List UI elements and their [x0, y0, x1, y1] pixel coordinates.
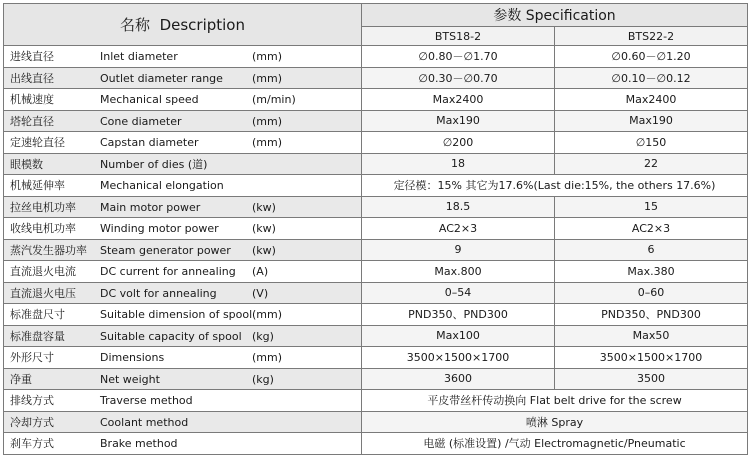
row-description-cell	[4, 110, 362, 132]
table-row	[4, 390, 748, 412]
row-value-bts18: Max190	[362, 110, 555, 132]
row-name-en: Brake method	[100, 437, 178, 451]
row-name-cn: 直流退火电流	[10, 265, 76, 279]
row-value-bts22: 6	[555, 239, 748, 261]
table-row	[4, 433, 748, 455]
row-value-bts22: 3500	[555, 368, 748, 390]
table-row	[4, 196, 748, 218]
row-value-bts18: PND350、PND300	[362, 304, 555, 326]
table-row	[4, 153, 748, 175]
row-value-bts18: Max2400	[362, 89, 555, 111]
row-value-bts18: 3500×1500×1700	[362, 347, 555, 369]
row-unit: (A)	[252, 265, 269, 279]
row-name-en: Mechanical speed	[100, 93, 199, 107]
row-name-en: Number of dies (道)	[100, 157, 208, 171]
row-value-bts18: ∅200	[362, 132, 555, 154]
row-unit: (kw)	[252, 243, 276, 257]
row-value-bts18: Max100	[362, 325, 555, 347]
table-row	[4, 347, 748, 369]
row-name-cn: 收线电机功率	[10, 222, 76, 236]
table-row	[4, 325, 748, 347]
row-value-bts18: 18	[362, 153, 555, 175]
row-value-merged: 喷淋 Spray	[362, 411, 748, 433]
row-name-cn: 标准盘尺寸	[10, 308, 65, 322]
row-value-bts22: Max50	[555, 325, 748, 347]
table-header-row	[4, 4, 748, 27]
specification-header-cn: 参数	[493, 8, 522, 24]
row-value-bts22: 15	[555, 196, 748, 218]
table-row	[4, 304, 748, 326]
row-description-cell	[4, 347, 362, 369]
row-description-cell	[4, 218, 362, 240]
row-value-bts22: 3500×1500×1700	[555, 347, 748, 369]
row-value-bts18: 3600	[362, 368, 555, 390]
row-description-cell	[4, 304, 362, 326]
table-row	[4, 175, 748, 197]
row-value-bts18: 0–54	[362, 282, 555, 304]
row-description-cell	[4, 196, 362, 218]
model-header-bts18: BTS18-2	[362, 27, 555, 46]
row-value-merged: 电磁 (标准设置) /气动 Electromagnetic/Pneumatic	[362, 433, 748, 455]
row-name-cn: 进线直径	[10, 50, 54, 64]
row-value-bts18: 18.5	[362, 196, 555, 218]
row-value-bts18: 9	[362, 239, 555, 261]
specification-header	[362, 4, 748, 27]
row-name-cn: 直流退火电压	[10, 286, 76, 300]
row-description-cell	[4, 46, 362, 68]
row-unit: (mm)	[252, 50, 283, 64]
row-name-en: Steam generator power	[100, 243, 231, 257]
row-unit: (mm)	[252, 114, 283, 128]
table-row	[4, 411, 748, 433]
row-description-cell	[4, 411, 362, 433]
row-unit: (mm)	[252, 308, 283, 322]
model-header-bts22: BTS22-2	[555, 27, 748, 46]
description-header-cn: 名称	[120, 16, 151, 34]
row-value-bts22: 22	[555, 153, 748, 175]
table-row	[4, 67, 748, 89]
table-row	[4, 89, 748, 111]
table-row	[4, 132, 748, 154]
row-name-cn: 机械延伸率	[10, 179, 65, 193]
row-description-cell	[4, 89, 362, 111]
row-value-bts18: ∅0.80－∅1.70	[362, 46, 555, 68]
row-value-bts22: Max.380	[555, 261, 748, 283]
row-description-cell	[4, 325, 362, 347]
row-unit: (mm)	[252, 351, 283, 365]
row-name-cn: 外形尺寸	[10, 351, 54, 365]
row-name-en: Cone diameter	[100, 114, 182, 128]
row-name-cn: 拉丝电机功率	[10, 200, 76, 214]
row-name-cn: 净重	[10, 372, 32, 386]
description-header-en: Description	[159, 16, 245, 34]
row-description-cell	[4, 175, 362, 197]
specification-table	[3, 3, 748, 455]
row-unit: (kw)	[252, 222, 276, 236]
row-value-bts18: AC2×3	[362, 218, 555, 240]
row-value-bts22: Max2400	[555, 89, 748, 111]
row-name-en: Inlet diameter	[100, 50, 178, 64]
row-unit: (m/min)	[252, 93, 296, 107]
row-name-cn: 定速轮直径	[10, 136, 65, 150]
row-value-bts22: ∅0.10－∅0.12	[555, 67, 748, 89]
row-unit: (kg)	[252, 372, 274, 386]
row-value-bts22: Max190	[555, 110, 748, 132]
row-name-en: Suitable capacity of spool	[100, 329, 242, 343]
row-name-en: Coolant method	[100, 415, 189, 429]
row-description-cell	[4, 368, 362, 390]
row-description-cell	[4, 153, 362, 175]
row-name-cn: 蒸汽发生器功率	[10, 243, 87, 257]
row-name-cn: 出线直径	[10, 71, 54, 85]
row-name-cn: 标准盘容量	[10, 329, 65, 343]
table-row	[4, 261, 748, 283]
row-value-bts22: 0–60	[555, 282, 748, 304]
row-value-merged: 定径模：15% 其它为17.6%(Last die:15%, the others 17.6%)	[362, 175, 748, 197]
row-name-en: Mechanical elongation	[100, 179, 224, 193]
row-name-en: DC current for annealing	[100, 265, 236, 279]
row-name-en: Net weight	[100, 372, 160, 386]
row-value-bts18: Max.800	[362, 261, 555, 283]
row-value-bts22: AC2×3	[555, 218, 748, 240]
row-description-cell	[4, 67, 362, 89]
row-value-bts18: ∅0.30－∅0.70	[362, 67, 555, 89]
row-name-cn: 机械速度	[10, 93, 54, 107]
row-name-cn: 刹车方式	[10, 437, 54, 451]
row-name-en: Capstan diameter	[100, 136, 199, 150]
row-name-cn: 排线方式	[10, 394, 54, 408]
row-description-cell	[4, 390, 362, 412]
table-body	[4, 46, 748, 455]
row-unit: (kw)	[252, 200, 276, 214]
row-unit: (mm)	[252, 136, 283, 150]
row-description-cell	[4, 239, 362, 261]
row-name-en: DC volt for annealing	[100, 286, 217, 300]
row-unit: (mm)	[252, 71, 283, 85]
row-description-cell	[4, 282, 362, 304]
row-description-cell	[4, 261, 362, 283]
row-name-en: Suitable dimension of spool	[100, 308, 253, 322]
row-name-en: Winding motor power	[100, 222, 219, 236]
row-unit: (kg)	[252, 329, 274, 343]
row-description-cell	[4, 132, 362, 154]
table-row	[4, 46, 748, 68]
table-row	[4, 282, 748, 304]
row-value-bts22: PND350、PND300	[555, 304, 748, 326]
row-name-en: Outlet diameter range	[100, 71, 223, 85]
table-row	[4, 110, 748, 132]
row-name-cn: 塔轮直径	[10, 114, 54, 128]
row-value-bts22: ∅0.60－∅1.20	[555, 46, 748, 68]
row-value-merged: 平皮带丝杆传动换向 Flat belt drive for the screw	[362, 390, 748, 412]
row-description-cell	[4, 433, 362, 455]
row-name-en: Main motor power	[100, 200, 201, 214]
row-unit: (V)	[252, 286, 269, 300]
table-row	[4, 368, 748, 390]
row-value-bts22: ∅150	[555, 132, 748, 154]
row-name-en: Traverse method	[100, 394, 193, 408]
row-name-cn: 眼模数	[10, 157, 43, 171]
table-row	[4, 218, 748, 240]
table-row	[4, 239, 748, 261]
specification-header-en: Specification	[525, 8, 616, 24]
row-name-en: Dimensions	[100, 351, 165, 365]
row-name-cn: 冷却方式	[10, 415, 54, 429]
description-header	[4, 4, 362, 46]
